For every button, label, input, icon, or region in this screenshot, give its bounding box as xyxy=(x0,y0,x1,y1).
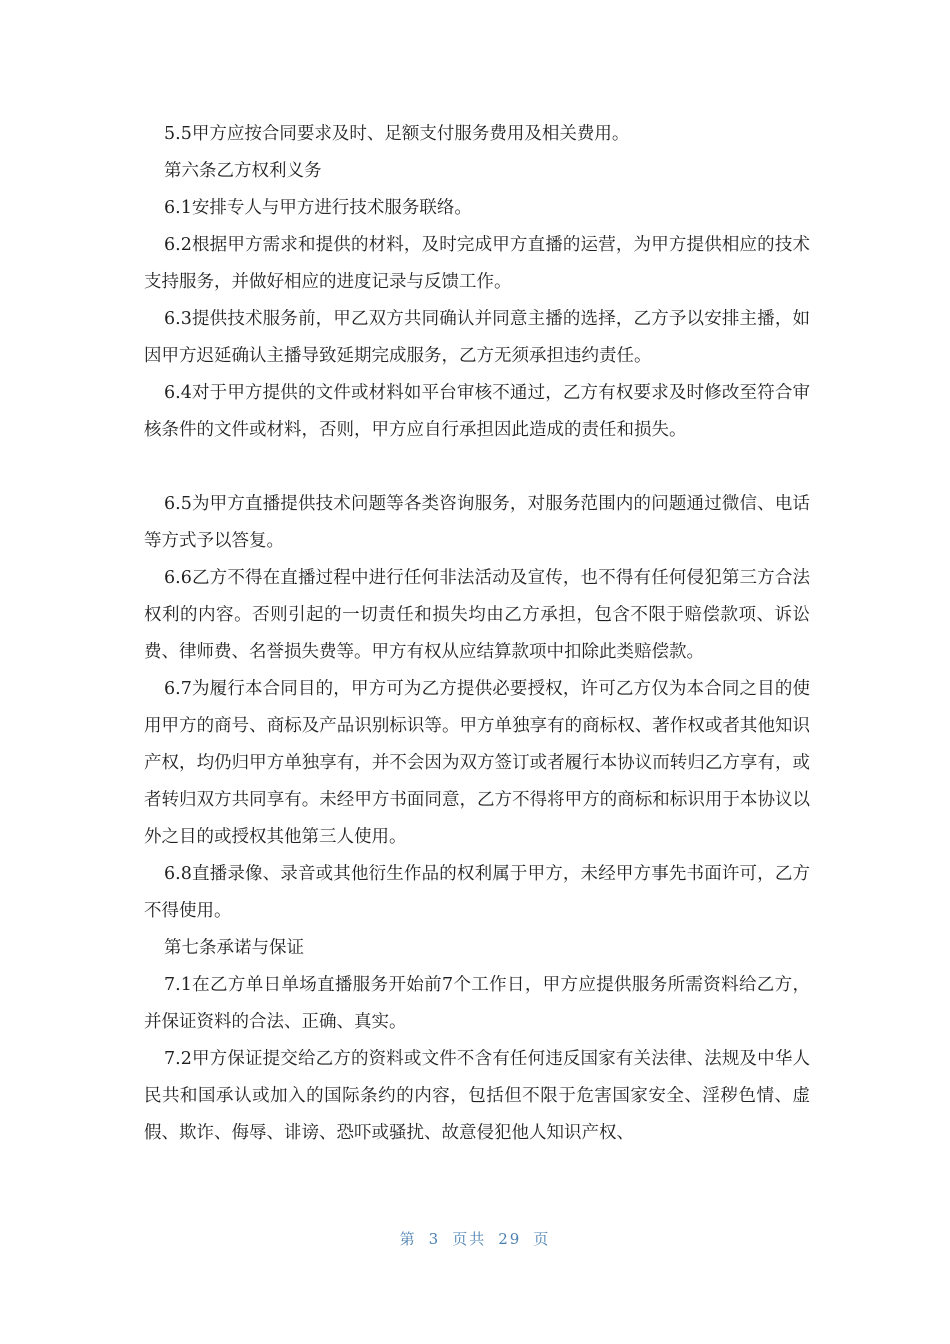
paragraph-6-6: 6.6乙方不得在直播过程中进行任何非法活动及宣传，也不得有任何侵犯第三方合法权利的内容。否则引起的一切责任和损失均由乙方承担，包含不限于赔偿款项、诉讼费、律师费、名誉损失费等。甲方有权从应结算款项中扣除此类赔偿款。 xyxy=(144,568,810,662)
footer-label-page-of: 页共 xyxy=(452,1230,487,1248)
paragraph-7-2: 7.2甲方保证提交给乙方的资料或文件不含有任何违反国家有关法律、法规及中华人民共和国承认或加入的国际条约的内容，包括但不限于危害国家安全、淫秽色情、虚假、欺诈、侮辱、诽谤、恐吓或骚扰、故意侵犯他人知识产权、 xyxy=(144,1049,810,1143)
footer-label-page: 第 xyxy=(399,1230,417,1248)
paragraph-6-3: 6.3提供技术服务前，甲乙双方共同确认并同意主播的选择，乙方予以安排主播，如因甲方迟延确认主播导致延期完成服务，乙方无须承担违约责任。 xyxy=(144,309,810,366)
footer-label-pages: 页 xyxy=(533,1230,551,1248)
paragraph-6-5: 6.5为甲方直播提供技术问题等各类咨询服务，对服务范围内的问题通过微信、电话等方式予以答复。 xyxy=(144,494,810,551)
current-page-number: 3 xyxy=(428,1230,441,1248)
total-pages-number: 29 xyxy=(498,1230,522,1248)
page-footer xyxy=(0,1228,950,1249)
paragraph-6-2: 6.2根据甲方需求和提供的材料，及时完成甲方直播的运营，为甲方提供相应的技术支持服务，并做好相应的进度记录与反馈工作。 xyxy=(144,235,810,292)
paragraph-6-4: 6.4对于甲方提供的文件或材料如平台审核不通过，乙方有权要求及时修改至符合审核条件的文件或材料，否则，甲方应自行承担因此造成的责任和损失。 xyxy=(144,383,810,440)
heading-article-6: 第六条乙方权利义务 xyxy=(164,161,322,181)
paragraph-6-1: 6.1安排专人与甲方进行技术服务联络。 xyxy=(164,198,472,218)
paragraph-7-1: 7.1在乙方单日单场直播服务开始前7个工作日，甲方应提供服务所需资料给乙方，并保证资料的合法、正确、真实。 xyxy=(144,975,810,1032)
paragraph-5-5: 5.5甲方应按合同要求及时、足额支付服务费用及相关费用。 xyxy=(164,124,630,144)
blank-line xyxy=(144,449,810,486)
document-body xyxy=(144,116,810,1152)
paragraph-6-7: 6.7为履行本合同目的，甲方可为乙方提供必要授权，许可乙方仅为本合同之目的使用甲方的商号、商标及产品识别标识等。甲方单独享有的商标权、著作权或者其他知识产权，均仍归甲方单独享有，并不会因为双方签订或者履行本协议而转归乙方享有，或者转归双方共同享有。未经甲方书面同意，乙方不得将甲方的商标和标识用于本协议以外之目的或授权其他第三人使用。 xyxy=(144,679,810,847)
heading-article-7: 第七条承诺与保证 xyxy=(164,938,304,958)
paragraph-6-8: 6.8直播录像、录音或其他衍生作品的权利属于甲方，未经甲方事先书面许可，乙方不得使用。 xyxy=(144,864,810,921)
